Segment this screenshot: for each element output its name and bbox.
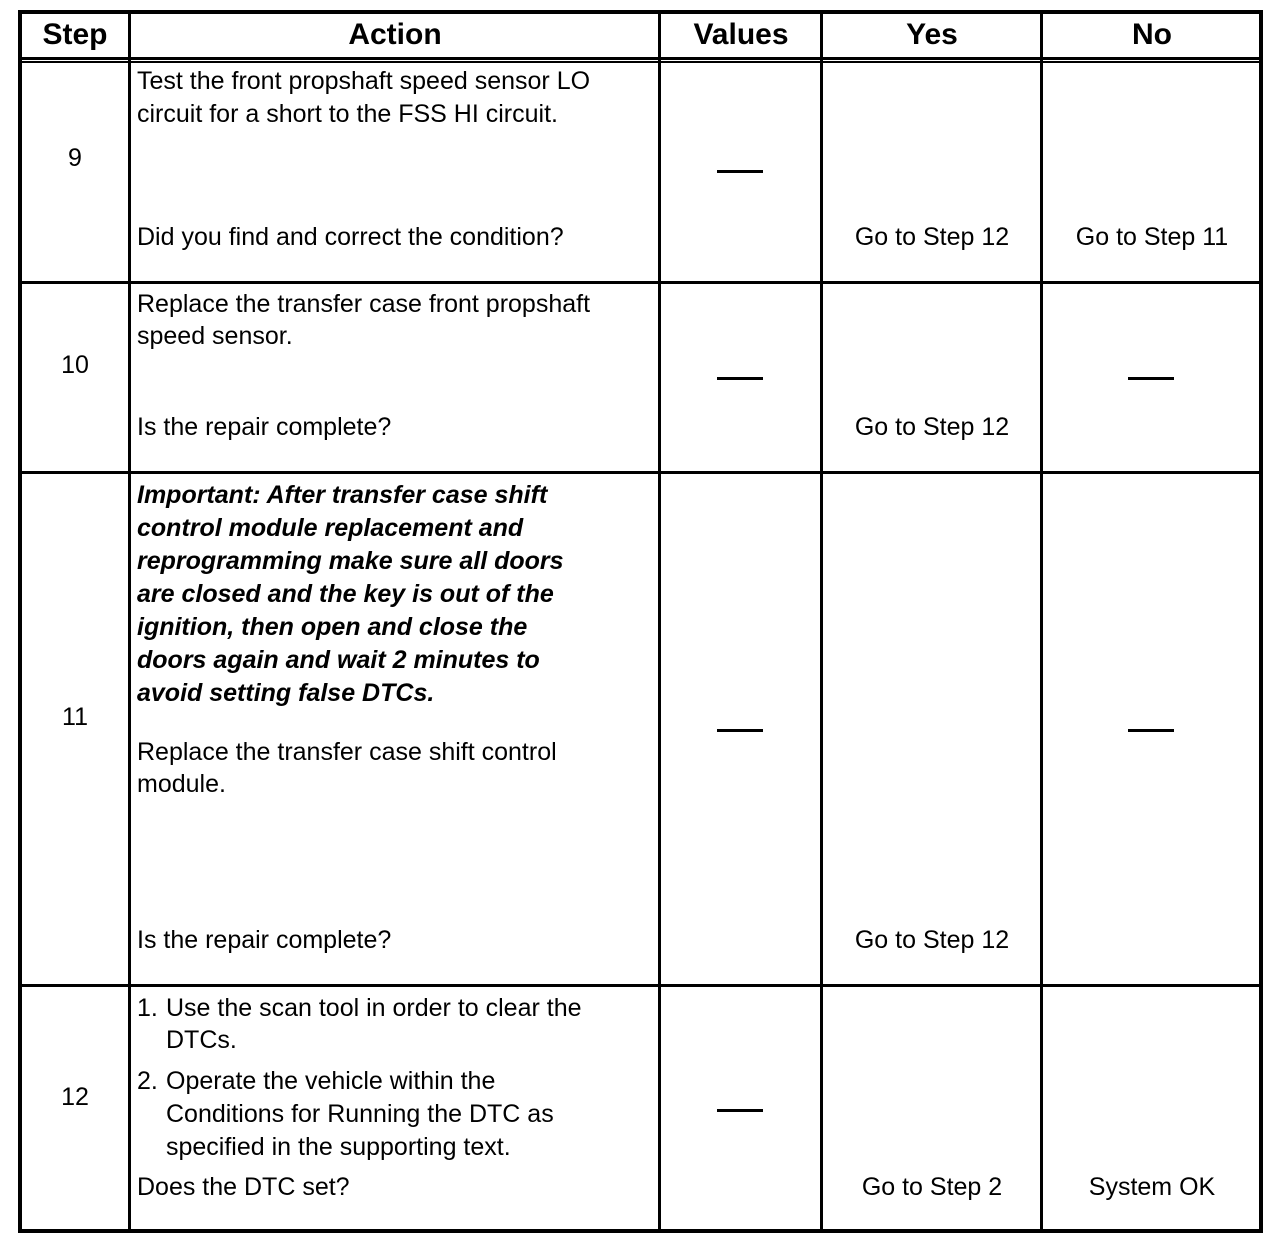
list-line: Operate the vehicle within the — [166, 1067, 496, 1095]
important-line: are closed and the key is out of the — [137, 580, 554, 608]
action-question: Is the repair complete? — [137, 413, 392, 441]
important-line: doors again and wait 2 minutes to — [137, 646, 540, 674]
table-border-left — [18, 10, 22, 1233]
action-question: Does the DTC set? — [137, 1173, 350, 1201]
step-number: 11 — [62, 703, 88, 731]
yes-answer: Go to Step 2 — [861, 1173, 1003, 1201]
no-answer: Go to Step 11 — [1075, 223, 1229, 251]
action-line: Replace the transfer case front propshaft — [137, 290, 591, 318]
important-line: avoid setting false DTCs. — [137, 679, 435, 707]
action-line: module. — [137, 770, 226, 798]
table-border-top — [18, 10, 1263, 14]
action-question: Is the repair complete? — [137, 926, 392, 954]
no-dash — [1128, 377, 1174, 380]
action-question: Did you find and correct the condition? — [137, 223, 564, 251]
col-divider — [128, 10, 131, 1233]
values-dash — [717, 170, 763, 173]
action-line: Replace the transfer case shift control — [137, 738, 557, 766]
row-divider — [18, 57, 1263, 60]
values-dash — [717, 377, 763, 380]
important-line: ignition, then open and close the — [137, 613, 528, 641]
list-line: Conditions for Running the DTC as — [166, 1100, 554, 1128]
action-line: speed sensor. — [137, 322, 293, 350]
table-border-right — [1259, 10, 1263, 1233]
list-number: 2. — [137, 1067, 158, 1095]
no-dash — [1128, 729, 1174, 732]
yes-answer: Go to Step 12 — [854, 413, 1010, 441]
col-divider — [1040, 10, 1043, 1233]
important-line: Important: After transfer case shift — [137, 481, 548, 509]
step-number: 9 — [68, 144, 82, 172]
yes-answer: Go to Step 12 — [854, 223, 1010, 251]
list-number: 1. — [137, 994, 158, 1022]
values-dash — [717, 1109, 763, 1112]
row-divider — [18, 471, 1263, 474]
header-no: No — [1132, 18, 1172, 51]
row-divider — [18, 281, 1263, 284]
row-divider — [18, 984, 1263, 987]
table-border-bottom — [18, 1229, 1263, 1233]
action-line: circuit for a short to the FSS HI circuit. — [137, 100, 558, 128]
yes-answer: Go to Step 12 — [854, 926, 1010, 954]
step-number: 10 — [61, 351, 89, 379]
header-yes: Yes — [906, 18, 958, 51]
header-values: Values — [693, 18, 789, 51]
important-line: reprogramming make sure all doors — [137, 547, 564, 575]
col-divider — [658, 10, 661, 1233]
step-number: 12 — [61, 1083, 89, 1111]
row-divider — [18, 61, 1263, 63]
important-line: control module replacement and — [137, 514, 524, 542]
list-line: Use the scan tool in order to clear the — [166, 994, 582, 1022]
col-divider — [820, 10, 823, 1233]
header-action: Action — [348, 18, 442, 51]
list-line: DTCs. — [166, 1026, 237, 1054]
no-answer: System OK — [1088, 1173, 1216, 1201]
values-dash — [717, 729, 763, 732]
list-line: specified in the supporting text. — [166, 1133, 511, 1161]
action-line: Test the front propshaft speed sensor LO — [137, 67, 591, 95]
header-step: Step — [42, 18, 108, 51]
